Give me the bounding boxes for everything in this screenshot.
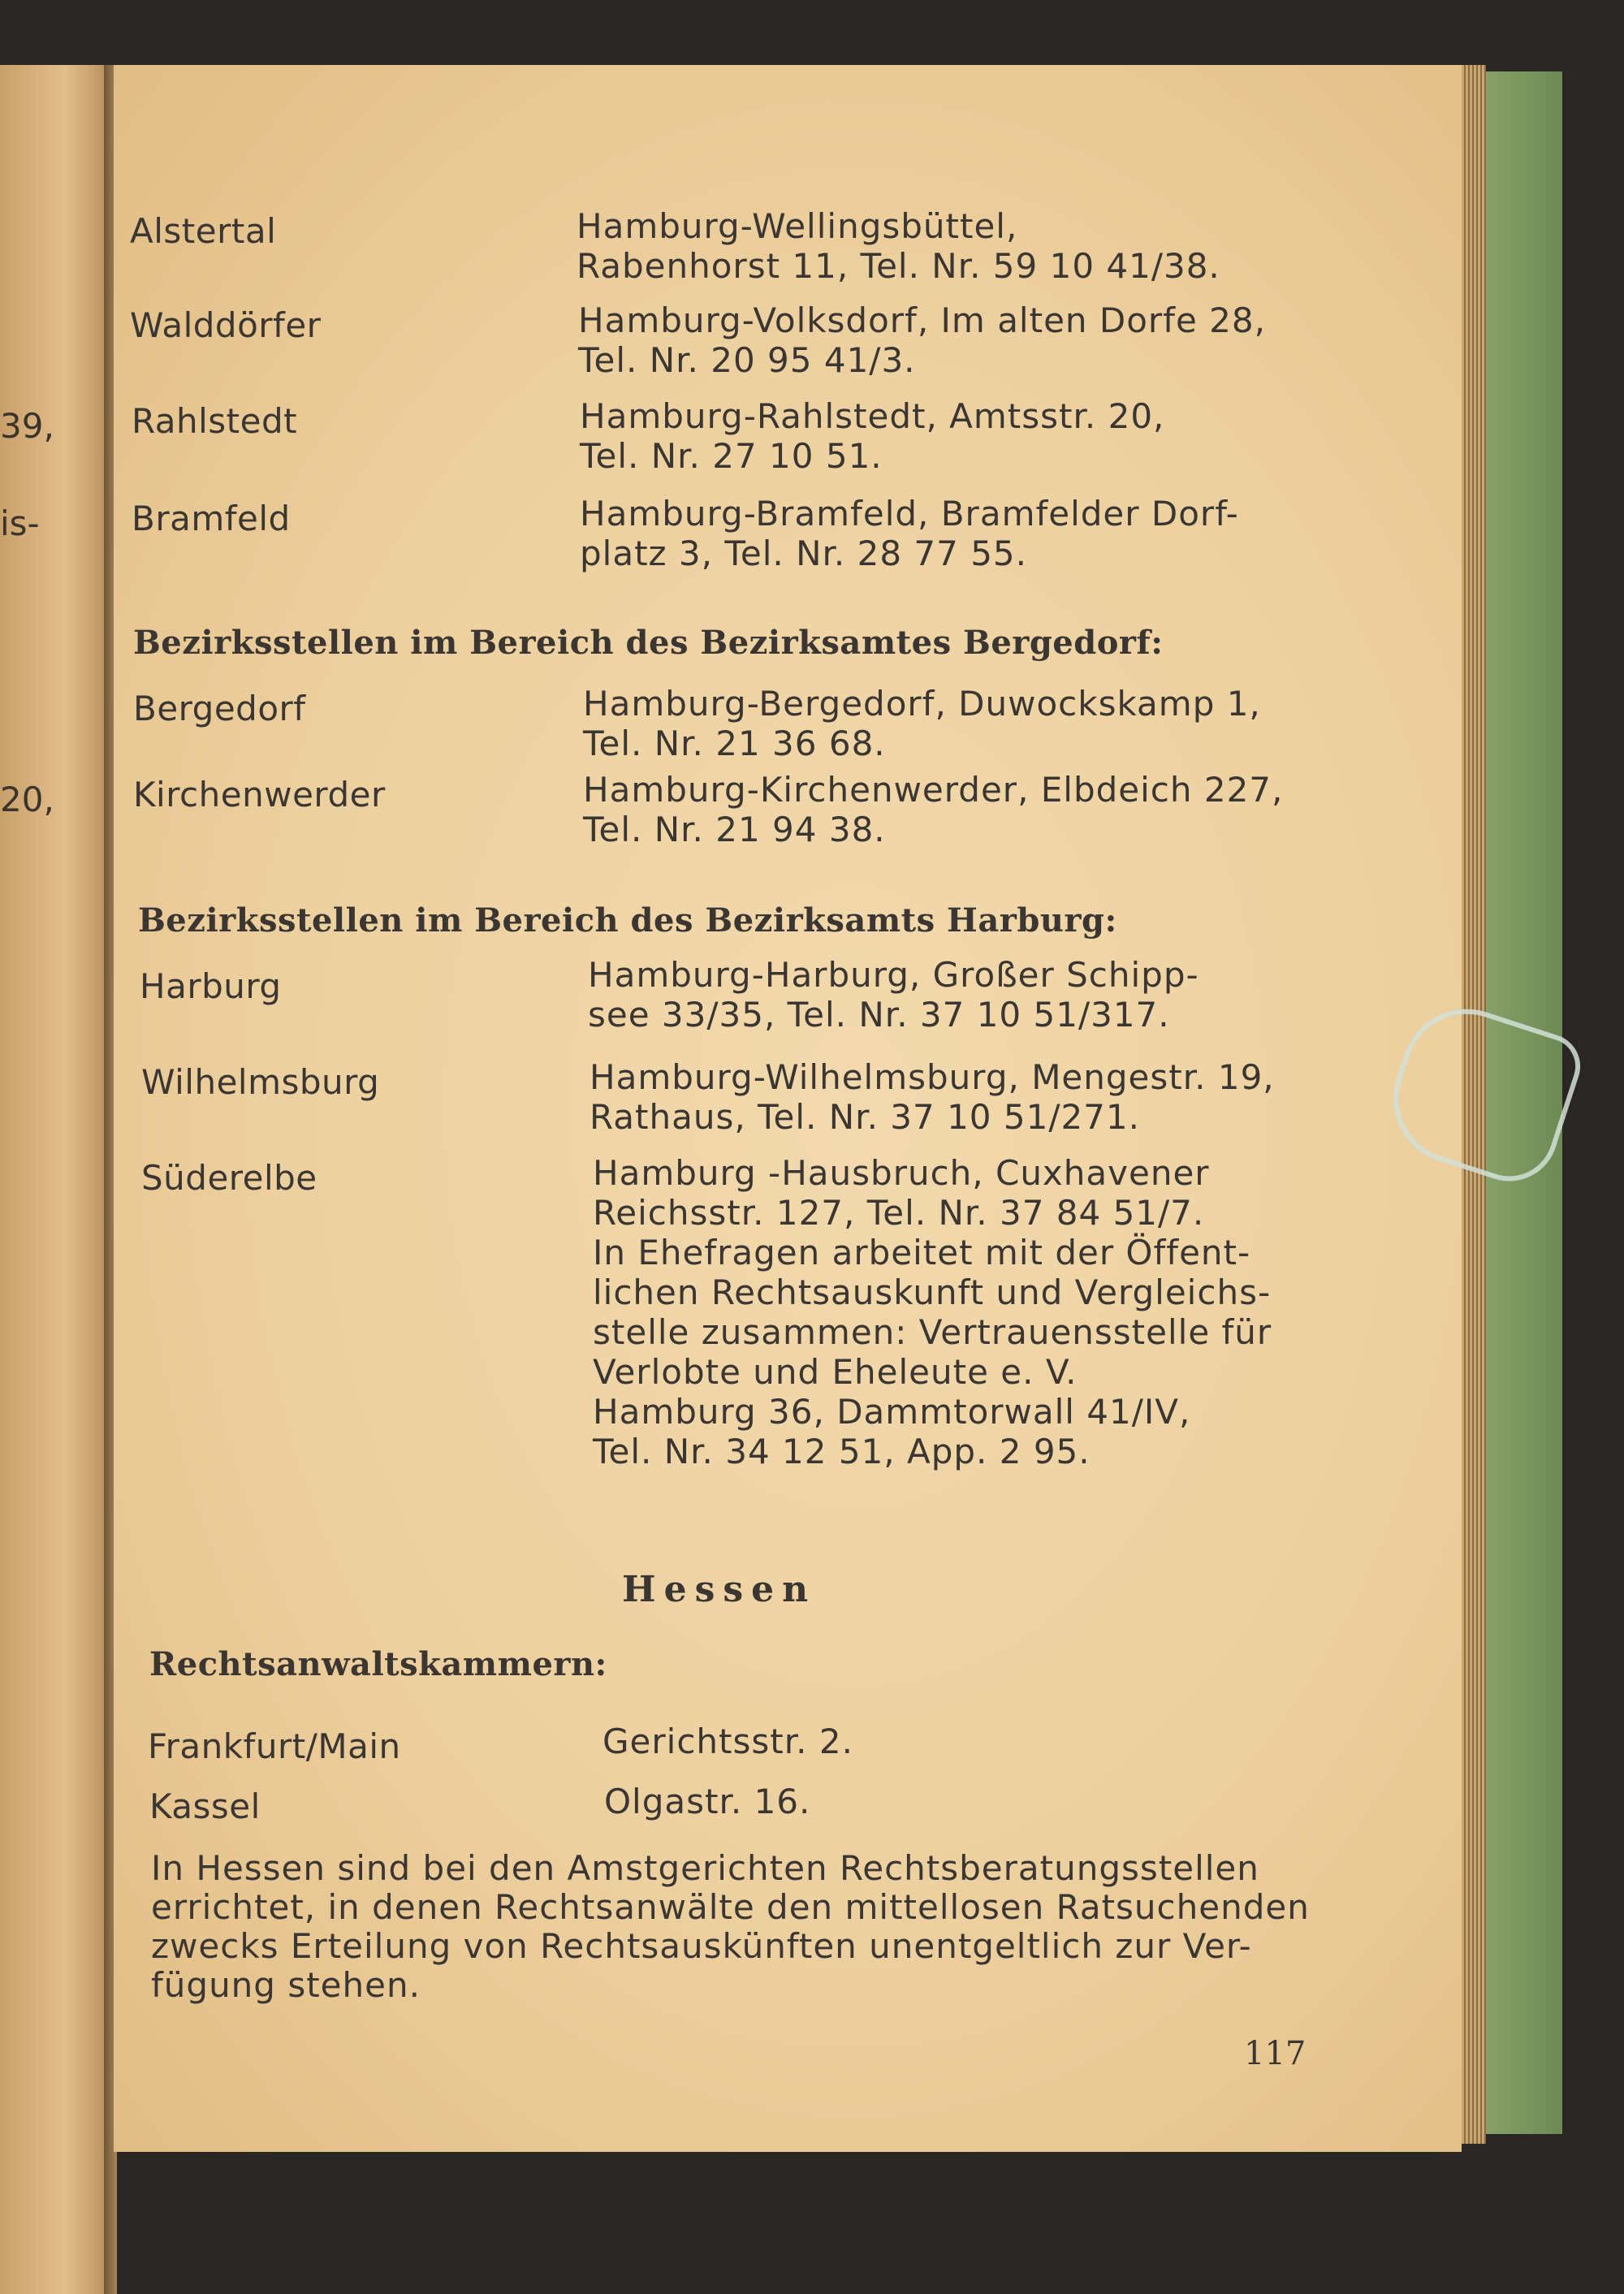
paragraph-line: errichtet, in denen Rechtsanwälte den mittellosen Ratsuchenden	[151, 1887, 1310, 1927]
entry-label: Alstertal	[130, 211, 277, 251]
section-heading: Bezirksstellen im Bereich des Bezirksamts Harburg:	[138, 901, 1117, 940]
entry-address: stelle zusammen: Vertrauensstelle für	[593, 1312, 1272, 1352]
facing-page-fragment: 39,	[0, 406, 54, 446]
entry-address: Hamburg -Hausbruch, Cuxhavener	[593, 1153, 1210, 1193]
entry-address: Hamburg-Bramfeld, Bramfelder Dorf-	[580, 494, 1239, 534]
entry-label: Walddörfer	[130, 305, 322, 345]
page-number: 117	[1244, 2035, 1307, 2072]
entry-address: Hamburg-Wilhelmsburg, Mengestr. 19,	[590, 1057, 1275, 1097]
entry-address: Tel. Nr. 21 94 38.	[583, 810, 886, 849]
entry-label: Bramfeld	[132, 499, 291, 538]
facing-page	[0, 65, 110, 2294]
entry-address: Verlobte und Eheleute e. V.	[593, 1352, 1078, 1392]
entry-address: Hamburg-Harburg, Großer Schipp-	[588, 955, 1199, 995]
entry-address: Hamburg 36, Dammtorwall 41/IV,	[593, 1392, 1191, 1432]
entry-address: Hamburg-Rahlstedt, Amtsstr. 20,	[580, 396, 1165, 436]
entry-address: Rathaus, Tel. Nr. 37 10 51/271.	[590, 1097, 1140, 1137]
entry-address: Hamburg-Bergedorf, Duwockskamp 1,	[583, 684, 1261, 724]
entry-label: Frankfurt/Main	[148, 1726, 401, 1766]
entry-address: Reichsstr. 127, Tel. Nr. 37 84 51/7.	[593, 1193, 1205, 1233]
entry-label: Rahlstedt	[132, 401, 298, 441]
section-heading: Bezirksstellen im Bereich des Bezirksamtes Bergedorf:	[133, 624, 1164, 662]
entry-address: lichen Rechtsauskunft und Vergleichs-	[593, 1272, 1272, 1312]
book-page	[114, 65, 1462, 2152]
paragraph-line: zwecks Erteilung von Rechtsauskünften unentgeltlich zur Ver-	[151, 1926, 1252, 1966]
entry-address: see 33/35, Tel. Nr. 37 10 51/317.	[588, 995, 1170, 1035]
region-title: Hessen	[622, 1569, 817, 1610]
paragraph-line: fügung stehen.	[151, 1965, 421, 2005]
entry-address: Tel. Nr. 20 95 41/3.	[578, 340, 916, 380]
entry-address: Tel. Nr. 27 10 51.	[580, 436, 883, 476]
entry-address: Tel. Nr. 21 36 68.	[583, 724, 886, 763]
entry-label: Kassel	[149, 1786, 261, 1826]
entry-address: In Ehefragen arbeitet mit der Öffent-	[593, 1233, 1251, 1272]
entry-label: Harburg	[140, 966, 282, 1006]
entry-label: Wilhelmsburg	[141, 1062, 380, 1102]
entry-address: Rabenhorst 11, Tel. Nr. 59 10 41/38.	[577, 246, 1220, 286]
facing-page-fragment: is-	[0, 503, 40, 543]
entry-address: Hamburg-Wellingsbüttel,	[577, 206, 1018, 246]
entry-label: Kirchenwerder	[133, 775, 386, 814]
entry-address: Hamburg-Kirchenwerder, Elbdeich 227,	[583, 770, 1284, 810]
entry-label: Bergedorf	[133, 689, 306, 728]
entry-address: Gerichtsstr. 2.	[603, 1722, 853, 1761]
entry-address: Tel. Nr. 34 12 51, App. 2 95.	[593, 1432, 1091, 1471]
entry-address: Hamburg-Volksdorf, Im alten Dorfe 28,	[578, 300, 1266, 340]
section-heading: Rechtsanwaltskammern:	[149, 1645, 607, 1683]
facing-page-fragment: 20,	[0, 780, 54, 819]
entry-address: Olgastr. 16.	[604, 1782, 811, 1821]
entry-label: Süderelbe	[141, 1158, 317, 1198]
entry-address: platz 3, Tel. Nr. 28 77 55.	[580, 534, 1027, 573]
paragraph-line: In Hessen sind bei den Amstgerichten Rechtsberatungsstellen	[151, 1848, 1259, 1888]
